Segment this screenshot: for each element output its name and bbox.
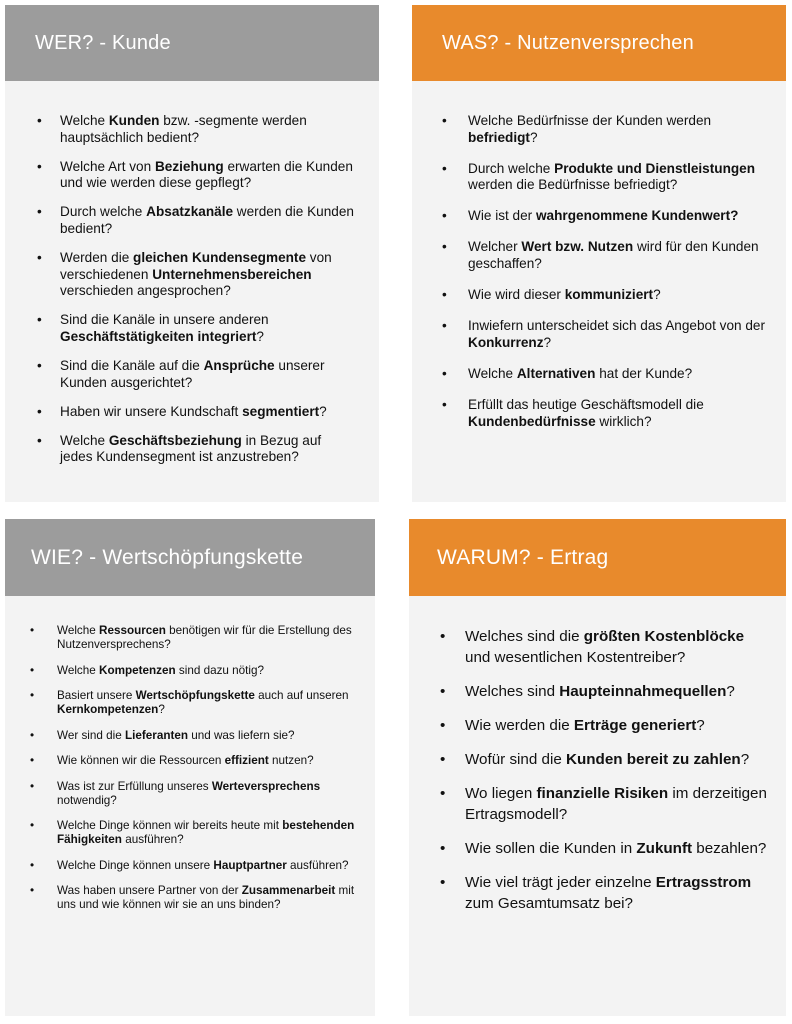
question-text-bold: Ansprüche: [203, 358, 275, 374]
question-text-part: Welche: [468, 365, 517, 381]
question-text: [57, 884, 354, 911]
question-item: [37, 159, 357, 192]
question-text: [465, 785, 767, 823]
question-text-bold: Kundenbedürfnisse: [468, 413, 596, 429]
question-text-part: nutzen?: [268, 754, 314, 767]
question-text-bold: Unternehmensbereichen: [152, 266, 312, 282]
question-text-bold: finanzielle Risiken: [536, 785, 669, 802]
card-title: WAS? - Nutzenversprechen: [412, 5, 786, 81]
question-list: [5, 81, 379, 466]
card-wie-wertschoepfungskette: [5, 519, 375, 1016]
question-text-part: notwendig?: [57, 793, 117, 807]
question-text-part: Welche Bedürfnisse der Kunden werden: [468, 113, 712, 128]
question-text-bold: Ressourcen: [99, 624, 166, 637]
question-text-part: auch auf unseren: [254, 689, 349, 702]
question-text-bold: Alternativen: [516, 365, 596, 381]
question-text-bold: Absatzkanäle: [146, 204, 234, 220]
question-text-part: Was ist zur Erfüllung unseres: [57, 779, 212, 793]
question-text-bold: Kunden: [108, 113, 160, 128]
question-text-part: hat der Kunde?: [595, 365, 693, 381]
question-text-part: bzw. -segmente werden hauptsächlich bedient?: [60, 113, 307, 145]
question-text: [57, 754, 314, 767]
question-text-part: Welche Dinge können unsere: [57, 858, 214, 872]
question-text: [468, 318, 765, 350]
question-text-part: Wie können wir die Ressourcen: [57, 754, 225, 767]
question-text-part: Durch welche: [60, 204, 147, 220]
question-item: [442, 208, 768, 225]
question-text-bold: Zusammenarbeit: [241, 884, 336, 897]
question-item: [442, 366, 768, 383]
question-text: [60, 433, 321, 465]
question-text-part: Wie ist der: [468, 208, 536, 224]
question-item: [30, 689, 355, 717]
question-text-bold: Zukunft: [636, 840, 693, 857]
question-text-bold: wahrgenommene Kundenwert?: [535, 208, 739, 224]
question-item: [442, 113, 768, 146]
card-title: WIE? - Wertschöpfungskette: [5, 519, 375, 596]
question-item: [37, 404, 357, 421]
question-text-part: zum Gesamtumsatz bei?: [465, 895, 633, 912]
question-text-part: wird für den Kunden geschaffen?: [468, 239, 759, 272]
question-text-part: Welche: [60, 113, 109, 128]
question-text: [465, 874, 751, 912]
question-text-part: Werden die: [60, 250, 134, 266]
question-item: [442, 397, 768, 430]
question-text-bold: Werteversprechens: [211, 779, 321, 793]
question-text-bold: Kunden bereit zu zahlen: [566, 751, 741, 768]
question-text: [57, 664, 264, 677]
question-text-part: verschieden angesprochen?: [60, 283, 231, 299]
question-item: [30, 819, 355, 847]
question-text: [468, 161, 755, 193]
question-text: [60, 250, 332, 298]
question-text-part: Wo liegen: [465, 785, 537, 802]
question-text-bold: effizient: [224, 754, 269, 767]
question-text-bold: Kernkompetenzen: [57, 703, 159, 716]
question-text-part: ?: [726, 683, 735, 700]
question-item: [440, 626, 768, 668]
question-text-bold: befriedigt: [468, 129, 530, 145]
question-text-part: und was liefern sie?: [188, 728, 295, 742]
question-list: [5, 596, 375, 912]
question-item: [30, 664, 355, 678]
question-text-part: werden die Bedürfnisse befriedigt?: [468, 177, 678, 193]
question-text-part: ?: [529, 129, 538, 145]
question-text-part: ?: [543, 334, 552, 350]
question-text-part: ?: [256, 328, 264, 344]
question-text-bold: Wertschöpfungskette: [135, 689, 255, 702]
question-text-part: ?: [319, 403, 327, 419]
question-text-part: Haben wir unsere Kundschaft: [60, 403, 243, 419]
question-text-part: wirklich?: [595, 413, 652, 429]
question-text: [465, 840, 766, 857]
question-text-part: Wie wird dieser: [468, 287, 565, 303]
question-text-part: ?: [653, 287, 661, 303]
question-text: [468, 397, 704, 429]
question-text-part: mit uns und wie können wir sie an uns binden?: [57, 884, 355, 911]
question-text: [468, 287, 661, 302]
question-item: [440, 783, 768, 825]
question-text: [468, 239, 759, 271]
question-text-bold: Hauptpartner: [213, 858, 287, 872]
question-text-bold: bestehenden Fähigkeiten: [57, 819, 355, 846]
question-list: [409, 596, 786, 914]
question-item: [37, 312, 357, 345]
question-item: [30, 754, 355, 768]
question-text-part: Wofür sind die: [465, 751, 567, 768]
question-text-part: Wie viel trägt jeder einzelne: [465, 874, 656, 891]
question-text: [60, 159, 353, 191]
card-warum-ertrag: [409, 519, 786, 1016]
question-item: [37, 433, 357, 466]
question-text-part: Welche: [57, 663, 100, 677]
question-text: [57, 819, 354, 846]
question-text-part: Wer sind die: [57, 728, 125, 742]
question-text-part: Sind die Kanäle auf die: [60, 358, 204, 374]
question-text-part: Welche Dinge können wir bereits heute mit: [57, 819, 283, 832]
question-text-bold: segmentiert: [242, 403, 320, 419]
question-text-part: Welche Art von: [60, 158, 155, 174]
question-item: [30, 780, 355, 808]
question-text: [465, 717, 705, 734]
question-text-bold: Wert bzw. Nutzen: [521, 239, 634, 255]
question-text-part: Welches sind: [465, 683, 560, 700]
question-text-bold: größten Kostenblöcke: [583, 628, 745, 645]
question-text-part: Welches sind die: [465, 628, 584, 645]
question-text-bold: Geschäftsbeziehung: [108, 432, 242, 448]
question-text: [468, 113, 711, 145]
question-text-part: Wie sollen die Kunden in: [465, 840, 637, 857]
question-item: [440, 838, 768, 859]
question-text: [468, 208, 738, 223]
question-text-part: Welcher: [468, 239, 522, 255]
question-text-bold: kommuniziert: [564, 287, 654, 303]
question-text-part: ?: [696, 717, 705, 734]
question-item: [440, 715, 768, 736]
question-item: [37, 204, 357, 237]
question-text: [57, 624, 352, 651]
question-text: [57, 780, 320, 807]
question-text: [57, 729, 295, 742]
question-text: [60, 113, 307, 145]
question-text: [60, 358, 325, 390]
question-item: [37, 358, 357, 391]
card-title: WER? - Kunde: [5, 5, 379, 81]
question-item: [37, 250, 357, 300]
question-text: [57, 859, 349, 872]
card-was-nutzenversprechen: [412, 5, 786, 502]
question-text-part: benötigen wir für die Erstellung des Nutzenversprechens?: [57, 624, 352, 651]
question-text-bold: Lieferanten: [125, 728, 188, 742]
question-text: [468, 366, 692, 381]
question-text-part: von verschiedenen: [60, 250, 332, 282]
question-text-bold: Beziehung: [154, 158, 224, 174]
card-title: WARUM? - Ertrag: [409, 519, 786, 596]
question-text-part: und wesentlichen Kostentreiber?: [465, 649, 686, 666]
question-text: [60, 204, 354, 236]
question-text: [465, 628, 744, 666]
question-text: [60, 312, 269, 344]
question-text-part: ?: [158, 703, 165, 716]
question-text-part: Erfüllt das heutige Geschäftsmodell die: [468, 397, 704, 413]
question-text: [57, 689, 348, 716]
question-text: [60, 404, 327, 419]
question-text-part: im derzeitigen Ertragsmodell?: [465, 785, 767, 823]
question-text-bold: Haupteinnahmequellen: [559, 683, 727, 700]
question-text-part: ausführen?: [121, 833, 184, 846]
question-text-part: ?: [740, 751, 750, 768]
card-wer-kunde: [5, 5, 379, 502]
question-text: [465, 683, 735, 700]
question-item: [442, 287, 768, 304]
question-text-part: sind dazu nötig?: [175, 663, 265, 677]
question-text-part: ausführen?: [286, 858, 349, 872]
question-text-bold: Geschäftstätigkeiten integriert: [60, 328, 257, 344]
question-text-part: Wie werden die: [465, 717, 574, 734]
question-text-part: Welche: [60, 432, 109, 448]
question-text-part: Sind die Kanäle in unsere anderen: [60, 312, 269, 328]
question-item: [30, 859, 355, 873]
question-item: [30, 729, 355, 743]
question-list: [412, 81, 786, 430]
question-text-bold: Erträge generiert: [573, 717, 697, 734]
question-item: [440, 872, 768, 914]
question-text-bold: Kompetenzen: [99, 663, 176, 677]
question-text-part: in Bezug auf jedes Kundensegment ist anzustreben?: [60, 432, 322, 465]
question-text-part: Welche: [57, 624, 100, 637]
question-text-part: Inwiefern unterscheidet sich das Angebot von der: [468, 318, 765, 334]
question-text-bold: Konkurrenz: [468, 334, 544, 350]
question-text-part: bezahlen?: [692, 840, 767, 857]
question-text-part: Was haben unsere Partner von der: [57, 884, 242, 897]
question-text: [465, 751, 749, 768]
question-item: [30, 884, 355, 912]
question-item: [30, 624, 355, 652]
question-text-part: erwarten die Kunden und wie werden diese gepflegt?: [60, 158, 353, 191]
question-item: [442, 239, 768, 272]
question-text-part: Basiert unsere: [57, 689, 136, 702]
question-text-part: werden die Kunden bedient?: [60, 204, 354, 236]
question-item: [37, 113, 357, 146]
question-text-bold: Ertragsstrom: [655, 874, 752, 891]
question-item: [440, 681, 768, 702]
question-text-part: unserer Kunden ausgerichtet?: [60, 358, 325, 390]
question-item: [442, 318, 768, 351]
question-text-bold: Produkte und Dienstleistungen: [554, 160, 756, 176]
question-text-bold: gleichen Kundensegmente: [133, 250, 307, 266]
question-item: [442, 161, 768, 194]
question-text-part: Durch welche: [468, 160, 555, 176]
question-item: [440, 749, 768, 770]
